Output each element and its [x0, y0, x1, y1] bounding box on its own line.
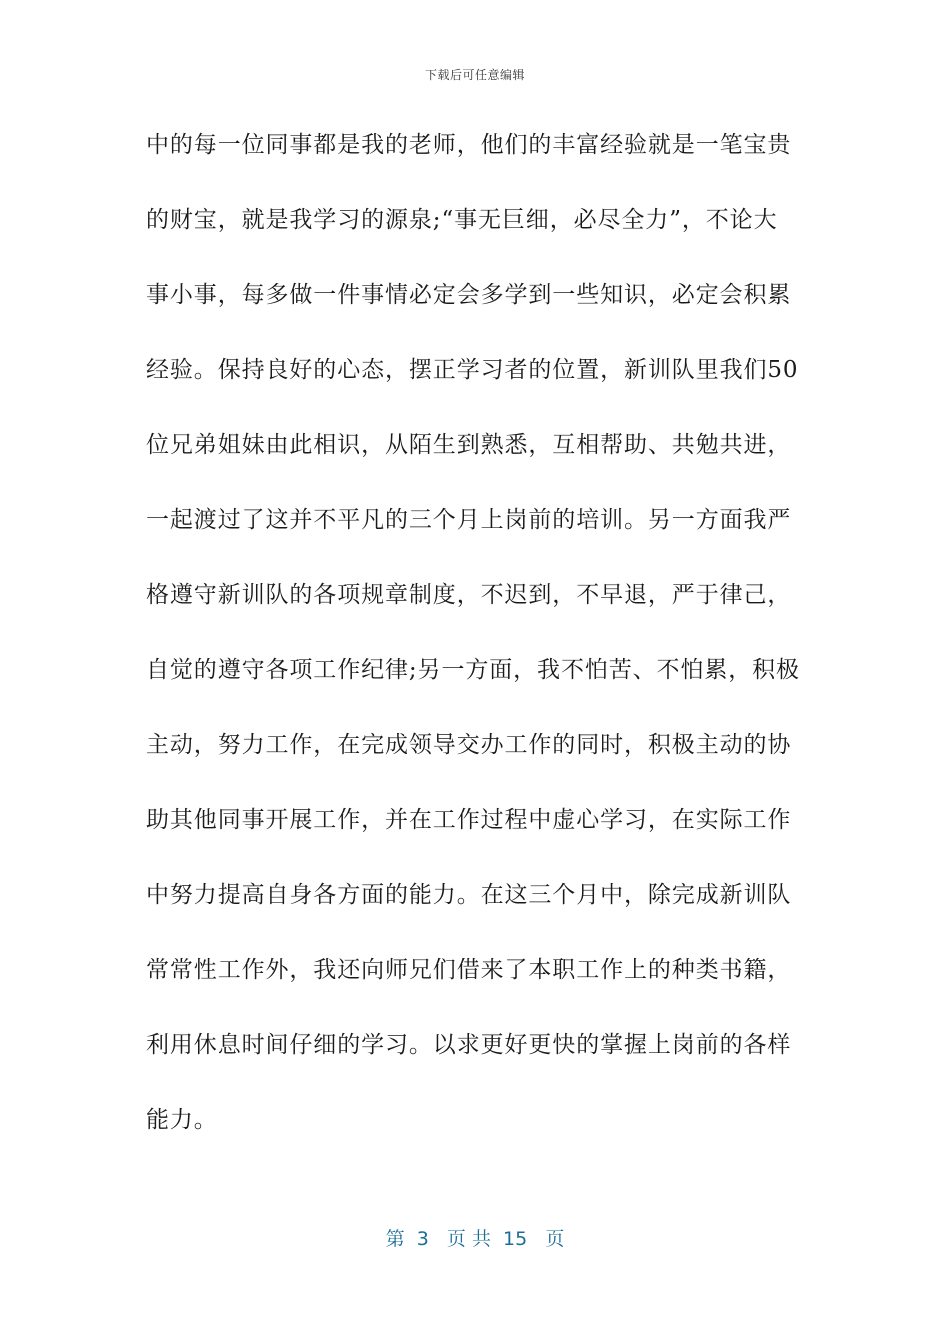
text-line: 常常性工作外，我还向师兄们借来了本职工作上的种类书籍， — [146, 957, 792, 983]
text-line: 的财宝，就是我学习的源泉;“事无巨细，必尽全力”，不论大 — [146, 207, 778, 233]
header-note: 下载后可任意编辑 — [424, 68, 525, 82]
text-line: 自觉的遵守各项工作纪律;另一方面，我不怕苦、不怕累，积极 — [146, 657, 800, 683]
text-line: 中的每一位同事都是我的老师，他们的丰富经验就是一笔宝贵 — [146, 132, 792, 158]
text-line: 能力。 — [146, 1107, 218, 1133]
text-line: 一起渡过了这并不平凡的三个月上岗前的培训。另一方面我严 — [146, 507, 792, 533]
page-number-footer: 第 3 页 共 15 页 — [385, 1228, 565, 1250]
text-line: 主动，努力工作，在完成领导交办工作的同时，积极主动的协 — [146, 732, 792, 758]
text-line: 格遵守新训队的各项规章制度，不迟到，不早退，严于律己， — [146, 582, 792, 608]
text-line: 中努力提高自身各方面的能力。在这三个月中，除完成新训队 — [146, 882, 792, 908]
text-line: 利用休息时间仔细的学习。以求更好更快的掌握上岗前的各样 — [146, 1032, 792, 1058]
text-line: 位兄弟姐妹由此相识，从陌生到熟悉，互相帮助、共勉共进， — [146, 432, 792, 458]
text-line: 经验。保持良好的心态，摆正学习者的位置，新训队里我们50 — [146, 357, 799, 383]
text-line: 事小事，每多做一件事情必定会多学到一些知识，必定会积累 — [146, 282, 792, 308]
text-line: 助其他同事开展工作，并在工作过程中虚心学习，在实际工作 — [146, 807, 792, 833]
document-body — [146, 118, 826, 1168]
